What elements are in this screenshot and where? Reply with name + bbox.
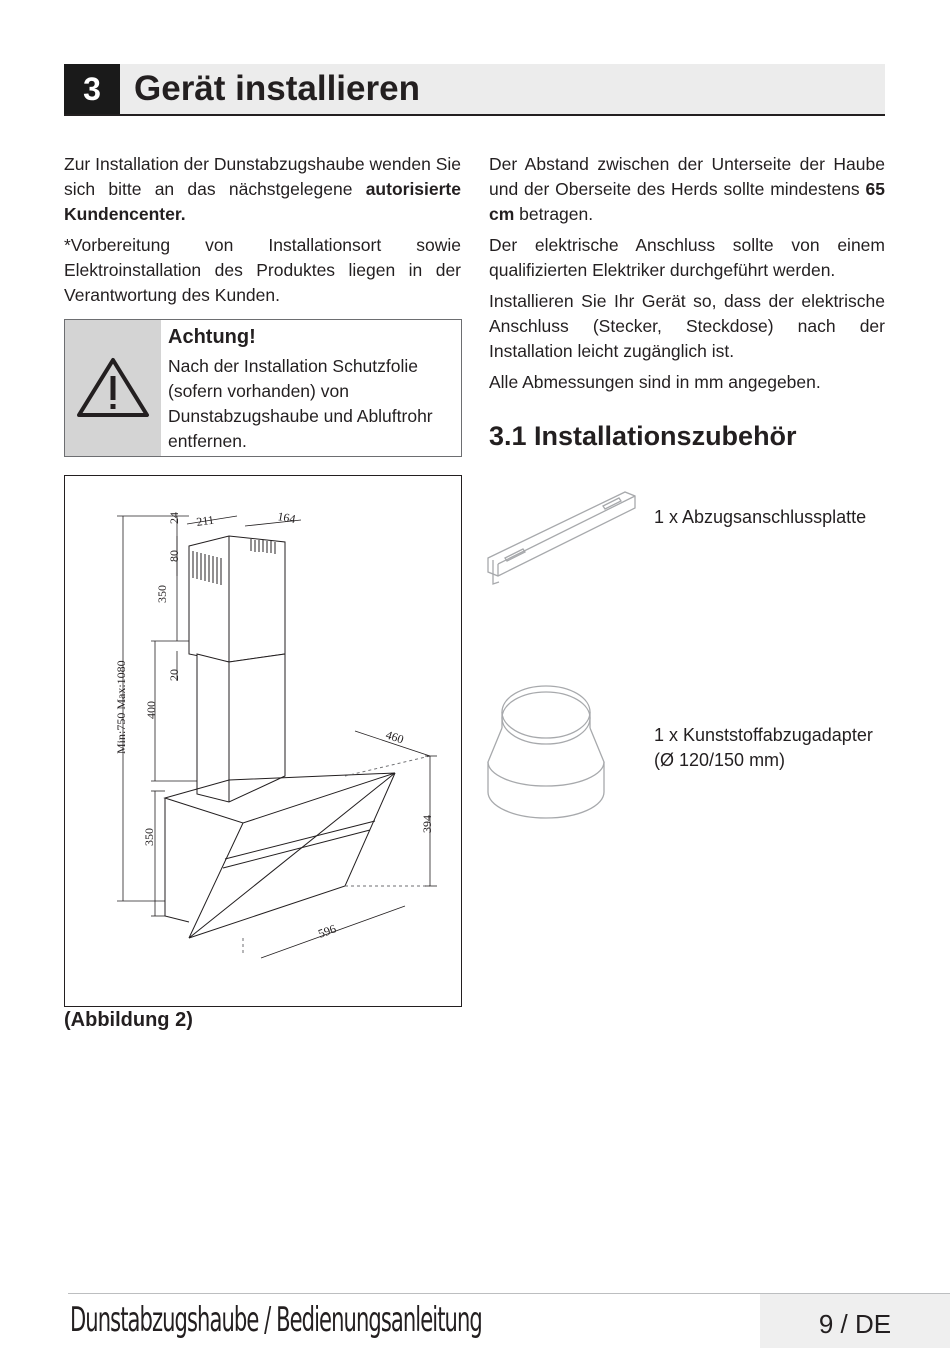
mounting-plate-icon bbox=[485, 484, 645, 588]
electrician-paragraph: Der elektrische Anschluss sollte von einem qualifizierten Elektriker durchgeführt werden. bbox=[489, 235, 885, 280]
warning-icon-panel bbox=[65, 320, 161, 456]
warning-triangle-icon bbox=[65, 320, 161, 456]
accessory-duct-adapter-label: 1 x Kunststoffabzugadapter (Ø 120/150 mm) bbox=[654, 725, 873, 770]
duct-adapter-icon bbox=[486, 682, 606, 822]
dim-range: Min:750 Max:1080 bbox=[114, 660, 128, 754]
dim-350-bottom: 350 bbox=[142, 828, 156, 846]
hood-dimension-figure bbox=[64, 475, 462, 1007]
dim-164: 164 bbox=[276, 509, 297, 527]
subsection-title: 3.1 Installationszubehör bbox=[489, 421, 797, 451]
dim-20: 20 bbox=[167, 669, 181, 681]
accessory-mounting-plate-label: 1 x Abzugsanschlussplatte bbox=[654, 507, 867, 527]
dim-394: 394 bbox=[420, 815, 434, 833]
units-paragraph: Alle Abmessungen sind in mm angegeben. bbox=[489, 372, 821, 392]
figure-caption: (Abbildung 2) bbox=[64, 1009, 193, 1031]
section-title: Gerät installieren bbox=[134, 69, 420, 108]
service-center-emphasis: autorisierte Kundencenter. bbox=[64, 179, 461, 224]
footer-title: Dunstabzugshaube / Bedienungsanleitung bbox=[70, 1300, 482, 1340]
left-column bbox=[64, 152, 461, 314]
connection-paragraph: Installieren Sie Ihr Gerät so, dass der elektrische Anschluss (Stecker, Steckdose) nach der Installation leicht zugänglich ist. bbox=[489, 291, 885, 361]
distance-emphasis: 65 cm bbox=[489, 179, 885, 224]
dim-80: 80 bbox=[167, 550, 181, 562]
hood-drawing bbox=[65, 476, 461, 1006]
page-number: 9 / DE bbox=[818, 1309, 892, 1339]
intro-paragraph: Zur Installation der Dunstabzugshaube wenden Sie sich bitte an das nächstgelegene autorisierte Kundencenter. bbox=[64, 154, 461, 224]
right-column bbox=[489, 152, 885, 401]
dim-24: 24 bbox=[167, 512, 181, 524]
dim-596: 596 bbox=[316, 921, 338, 941]
warning-box bbox=[64, 319, 462, 457]
dim-400: 400 bbox=[144, 701, 158, 719]
warning-text: Nach der Installation Schutzfolie (sofern vorhanden) von Dunstabzugshaube und Abluftrohr entfernen. bbox=[168, 356, 433, 451]
responsibility-paragraph: *Vorbereitung von Installationsort sowie Elektroinstallation des Produktes liegen in der Verantwortung des Kunden. bbox=[64, 235, 461, 305]
distance-paragraph: Der Abstand zwischen der Unterseite der Haube und der Oberseite des Herds sollte mindestens 65 cm betragen. bbox=[489, 154, 885, 224]
section-number: 3 bbox=[64, 64, 120, 114]
dim-350-top: 350 bbox=[155, 585, 169, 603]
dim-211: 211 bbox=[195, 512, 215, 529]
warning-heading: Achtung! bbox=[168, 326, 256, 348]
dim-460: 460 bbox=[384, 727, 406, 747]
